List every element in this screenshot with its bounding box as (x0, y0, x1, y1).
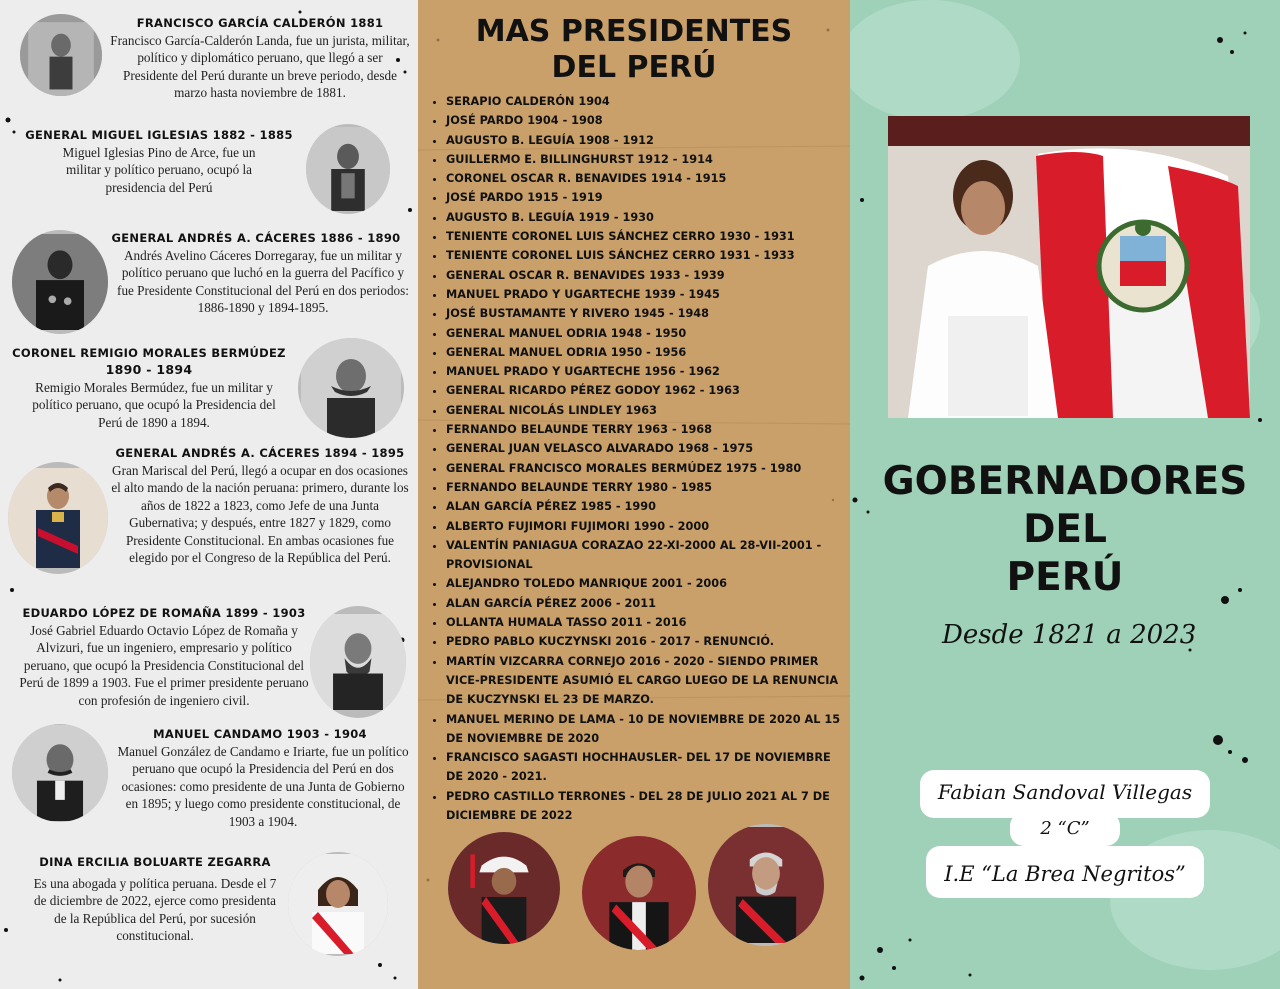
heading-line-1: MAS PRESIDENTES (475, 14, 793, 49)
portrait-caceres-1 (12, 230, 108, 334)
grade: 2 “C” (1040, 818, 1090, 839)
presidents-list (432, 92, 846, 825)
president-list-item: • AUGUSTO B. LEGUÍA 1919 - 1930 (446, 208, 846, 227)
entry-iglesias (18, 128, 300, 196)
president-list-item: • GENERAL RICARDO PÉREZ GODOY 1962 - 1963 (446, 381, 846, 400)
president-list-item: • GENERAL OSCAR R. BENAVIDES 1933 - 1939 (446, 266, 846, 285)
president-list-item: • MANUEL PRADO Y UGARTECHE 1939 - 1945 (446, 285, 846, 304)
entry-title: GENERAL ANDRÉS A. CÁCERES 1894 - 1895 (115, 446, 405, 460)
president-list-item: • MANUEL MERINO DE LAMA - 10 DE NOVIEMBRE DE 2020 AL 15 DE NOVIEMBRE DE 2020 (446, 710, 846, 749)
left-panel (0, 0, 418, 989)
entry-title: GENERAL MIGUEL IGLESIAS 1882 - 1885 (25, 128, 293, 142)
title-line-3: PERÚ (1006, 555, 1124, 600)
entry-title: GENERAL ANDRÉS A. CÁCERES 1886 - 1890 (111, 231, 401, 245)
author-name: Fabian Sandoval Villegas (937, 780, 1193, 804)
president-list-item: • JOSÉ PARDO 1904 - 1908 (446, 111, 846, 130)
main-title (850, 458, 1280, 602)
president-list-item: • ALAN GARCÍA PÉREZ 2006 - 2011 (446, 594, 846, 613)
entry-caceres-1 (100, 231, 412, 317)
president-list-item: • MARTÍN VIZCARRA CORNEJO 2016 - 2020 - SIENDO PRIMER VICE-PRESIDENTE ASUMIÓ EL CARGO LUEGO DE LA RENUNCIA DE KUCZYNSKI EL 23 DE MARZO. (446, 652, 846, 710)
president-list-item: • TENIENTE CORONEL LUIS SÁNCHEZ CERRO 1930 - 1931 (446, 227, 846, 246)
president-list-item: • VALENTÍN PANIAGUA CORAZAO 22-XI-2000 AL 28-VII-2001 - PROVISIONAL (446, 536, 846, 575)
entry-candamo (108, 727, 412, 830)
entry-lopez-romana (16, 606, 312, 709)
president-list-item: • FERNANDO BELAUNDE TERRY 1980 - 1985 (446, 478, 846, 497)
subtitle: Desde 1821 a 2023 (942, 620, 1197, 650)
entry-caceres-2 (108, 446, 412, 566)
entry-morales-bermudez (8, 346, 290, 431)
president-list-item: • GUILLERMO E. BILLINGHURST 1912 - 1914 (446, 150, 846, 169)
entry-garcia-calderon (110, 16, 410, 102)
president-list-item: • MANUEL PRADO Y UGARTECHE 1956 - 1962 (446, 362, 846, 381)
entry-title: FRANCISCO GARCÍA CALDERÓN 1881 (136, 16, 384, 30)
entry-text: Francisco García-Calderón Landa, fue un jurista, militar, político y diplomático peruano, que llegó a ser Presidente del Perú durante un breve periodo, desde marzo hasta noviembre de 1881. (110, 33, 410, 101)
middle-panel (418, 0, 850, 989)
president-list-item: • GENERAL MANUEL ODRIA 1950 - 1956 (446, 343, 846, 362)
president-list-item: • ALBERTO FUJIMORI FUJIMORI 1990 - 2000 (446, 517, 846, 536)
president-list-item: • PEDRO PABLO KUCZYNSKI 2016 - 2017 - RENUNCIÓ. (446, 632, 846, 651)
entry-title-years: 1890 - 1894 (105, 362, 193, 377)
entry-text: Miguel Iglesias Pino de Arce, fue un militar y político peruano, ocupó la presidencia del Perú (62, 145, 256, 195)
section-heading (418, 14, 850, 86)
photo-vizcarra (582, 836, 696, 950)
president-list-item: • GENERAL FRANCISCO MORALES BERMÚDEZ 1975 - 1980 (446, 459, 846, 478)
president-list-item: • ALEJANDRO TOLEDO MANRIQUE 2001 - 2006 (446, 574, 846, 593)
portrait-lopez-romana (310, 606, 406, 718)
president-list-item: • GENERAL JUAN VELASCO ALVARADO 1968 - 1975 (446, 439, 846, 458)
president-list-item: • JOSÉ BUSTAMANTE Y RIVERO 1945 - 1948 (446, 304, 846, 323)
portrait-iglesias (306, 124, 390, 214)
title-line-2: DEL (1023, 507, 1107, 552)
hero-photo (888, 116, 1250, 418)
photo-sagasti (708, 824, 824, 946)
entry-title: CORONEL REMIGIO MORALES BERMÚDEZ (12, 346, 286, 360)
photo-castillo (448, 832, 560, 944)
president-list-item: • AUGUSTO B. LEGUÍA 1908 - 1912 (446, 131, 846, 150)
entry-title: DINA ERCILIA BOLUARTE ZEGARRA (39, 855, 271, 869)
portrait-morales-bermudez (298, 338, 404, 438)
president-list-item: • FERNANDO BELAUNDE TERRY 1963 - 1968 (446, 420, 846, 439)
portrait-boluarte (288, 852, 388, 956)
entry-text: José Gabriel Eduardo Octavio López de Romaña y Alvizuri, fue un ingeniero, empresario y político peruano, que ocupó la Presidencia Constitucional del Perú de 1899 a 1903. Fue el primer presidente peruano con profesión de ingeniero civil. (19, 623, 309, 708)
president-list-item: • TENIENTE CORONEL LUIS SÁNCHEZ CERRO 1931 - 1933 (446, 246, 846, 265)
president-list-item: • JOSÉ PARDO 1915 - 1919 (446, 188, 846, 207)
title-line-1: GOBERNADORES (882, 459, 1248, 504)
entry-text: Andrés Avelino Cáceres Dorregaray, fue un militar y político peruano que luchó en la guerra del Pacífico y fue Presidente Constitucional del Perú en dos periodos: 1886-1890 y 1894-1895. (117, 248, 409, 316)
president-list-item: • GENERAL MANUEL ODRIA 1948 - 1950 (446, 324, 846, 343)
president-list-item: • PEDRO CASTILLO TERRONES - DEL 28 DE JULIO 2021 AL 7 DE DICIEMBRE DE 2022 (446, 787, 846, 826)
portrait-candamo (12, 724, 108, 822)
entry-text: Manuel González de Candamo e Iriarte, fue un político peruano que ocupó la Presidencia del Perú en dos ocasiones: como presidente de una Junta de Gobierno en 1895; y luego como presidente constitucional, de 1903 a 1904. (117, 744, 409, 829)
president-list-item: • SERAPIO CALDERÓN 1904 (446, 92, 846, 111)
portrait-garcia-calderon (20, 14, 102, 96)
president-list-item: • FRANCISCO SAGASTI HOCHHAUSLER- DEL 17 DE NOVIEMBRE DE 2020 - 2021. (446, 748, 846, 787)
president-list-item: • ALAN GARCÍA PÉREZ 1985 - 1990 (446, 497, 846, 516)
heading-line-2: DEL PERÚ (551, 50, 717, 85)
president-list-item: • GENERAL NICOLÁS LINDLEY 1963 (446, 401, 846, 420)
portrait-caceres-2 (8, 462, 108, 574)
entry-boluarte (30, 855, 280, 945)
entry-text: Remigio Morales Bermúdez, fue un militar y político peruano, que ocupó la Presidencia del Perú de 1890 a 1894. (32, 380, 276, 430)
entry-text: Es una abogada y política peruana. Desde el 7 de diciembre de 2022, ejerce como presidenta de la República del Perú, por sucesión constitucional. (33, 876, 277, 944)
entry-text: Gran Mariscal del Perú, llegó a ocupar en dos ocasiones el alto mando de la nación peruana: primero, durante los años de 1822 a 1823, como Jefe de una Junta Gubernativa; y después, entre 1827 y 1829, como Presidente Constitucional. En ambas ocasiones fue elegido por el Congreso de la República del Perú. (111, 463, 409, 566)
right-panel (850, 0, 1280, 989)
school-name: I.E “La Brea Negritos” (944, 862, 1186, 886)
entry-title: EDUARDO LÓPEZ DE ROMAÑA 1899 - 1903 (22, 606, 306, 620)
entry-title: MANUEL CANDAMO 1903 - 1904 (153, 727, 367, 741)
president-list-item: • OLLANTA HUMALA TASSO 2011 - 2016 (446, 613, 846, 632)
president-list-item: • CORONEL OSCAR R. BENAVIDES 1914 - 1915 (446, 169, 846, 188)
